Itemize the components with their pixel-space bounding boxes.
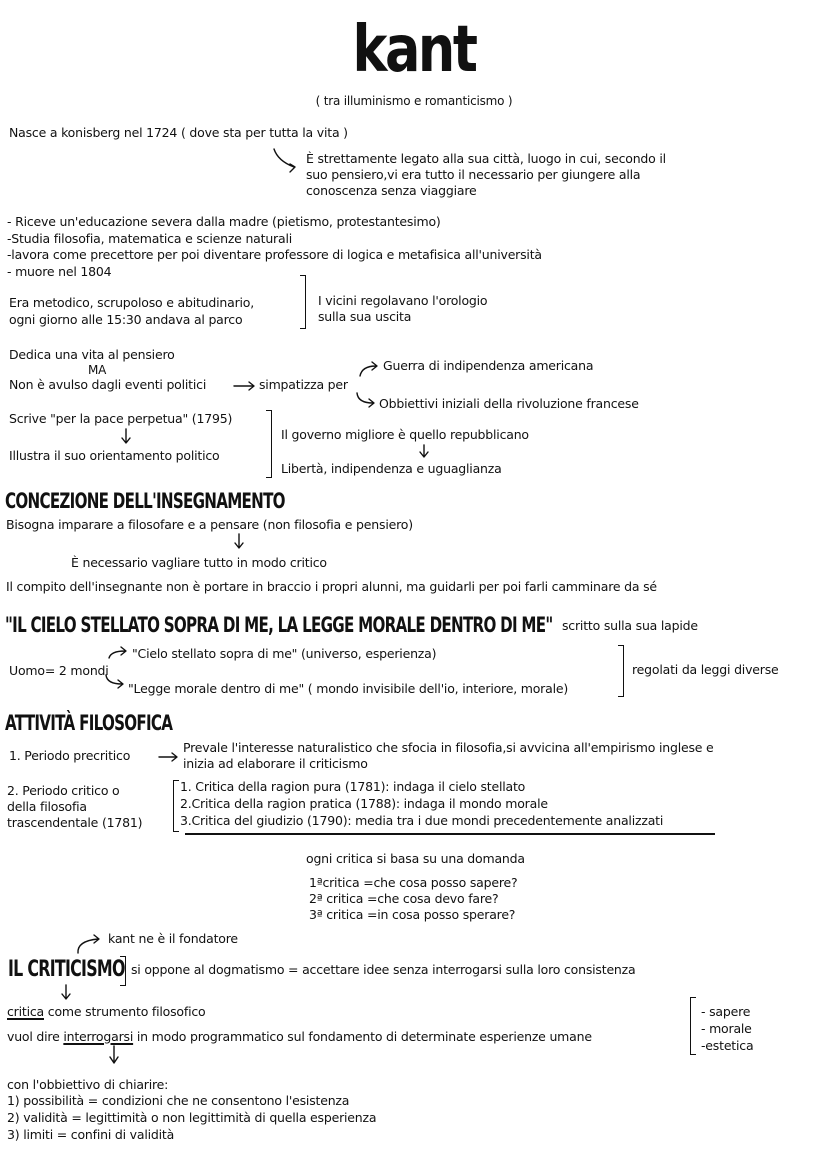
best-government: Il governo migliore è quello repubblicano (281, 427, 529, 442)
quote-note: scritto sulla sua lapide (562, 618, 698, 633)
section-heading-quote: "IL CIELO STELLATO SOPRA DI ME, LA LEGGE MORALE DENTRO DI ME" (5, 613, 553, 637)
curved-arrow-icon (272, 147, 302, 177)
man-two-worlds: Uomo= 2 mondi (9, 663, 109, 678)
teaching-line-1: Bisogna imparare a filosofare e a pensare (non filosofia e pensiero) (6, 517, 413, 532)
goal-intro: con l'obbiettivo di chiarire: (7, 1077, 169, 1092)
means-pre: vuol dire (7, 1029, 64, 1044)
arrow-down-icon (418, 444, 432, 460)
curved-arrow-down-icon (355, 392, 379, 410)
section-heading-activity: ATTIVITÀ FILOSOFICA (5, 711, 173, 735)
arrow-right-icon (233, 380, 257, 392)
teaching-line-2: È necessario vagliare tutto in modo critico (71, 555, 327, 570)
fact-1: - Riceve un'educazione severa dalla madre (pietismo, protestantesimo) (7, 214, 441, 229)
curved-arrow-down-icon (104, 674, 128, 692)
illustrates-orientation: Illustra il suo orientamento politico (9, 448, 220, 463)
period-1: 1. Periodo precritico (9, 748, 131, 763)
bracket (266, 410, 272, 478)
values: Libertà, indipendenza e uguaglianza (281, 461, 502, 476)
domain-1: - sapere (701, 1004, 751, 1019)
period-2-3: trascendentale (1781) (7, 815, 143, 830)
city-note-3: conoscenza senza viaggiare (306, 183, 477, 198)
habits-note-1: I vicini regolavano l'orologio (318, 293, 488, 308)
habits-2: ogni giorno alle 15:30 andava al parco (9, 312, 243, 327)
question-2: 2ª critica =che cosa devo fare? (309, 891, 499, 906)
bracket (300, 275, 306, 329)
interrogarsi-word: interrogarsi (63, 1029, 134, 1044)
arrow-down-icon (120, 428, 134, 446)
divider (185, 833, 715, 835)
habits-1: Era metodico, scrupoloso e abitudinario, (9, 295, 255, 310)
arrow-down-icon (233, 533, 247, 551)
fact-4: - muore nel 1804 (7, 264, 112, 279)
period-1-desc-1: Prevale l'interesse naturalistico che sfocia in filosofia,si avvicina all'empirismo inglese e (183, 740, 714, 755)
city-note-1: È strettamente legato alla sua città, luogo in cui, secondo il (306, 151, 666, 166)
curved-arrow-up-icon (358, 360, 382, 378)
domain-2: - morale (701, 1021, 752, 1036)
ma-label: MA (88, 363, 107, 377)
habits-note-2: sulla sua uscita (318, 309, 412, 324)
period-2-2: della filosofia (7, 799, 87, 814)
goal-1: 1) possibilità = condizioni che ne consentono l'esistenza (7, 1093, 350, 1108)
branch-american-war: Guerra di indipendenza americana (383, 358, 594, 373)
means-post: in modo programmatico sul fondamento di determinate esperienze umane (133, 1029, 592, 1044)
critica-word: critica (7, 1004, 44, 1019)
city-note-2: suo pensiero,vi era tutto il necessario per giungere alla (306, 167, 641, 182)
bracket (173, 780, 179, 832)
bracket (618, 645, 624, 697)
teaching-line-3: Il compito dell'insegnante non è portare in braccio i propri alunni, ma guidarli per poi farli camminare da sé (6, 579, 657, 594)
writes-peace: Scrive "per la pace perpetua" (1795) (9, 411, 233, 426)
not-detached: Non è avulso dagli eventi politici (9, 377, 207, 392)
world-2: "Legge morale dentro di me" ( mondo invisibile dell'io, interiore, morale) (128, 681, 569, 696)
question-1: 1ªcritica =che cosa posso sapere? (309, 875, 518, 890)
ruled-by-laws: regolati da leggi diverse (632, 662, 779, 677)
page-title: kant (352, 13, 476, 87)
fact-3: -lavora come precettore per poi diventare professore di logica e metafisica all'università (7, 247, 542, 262)
birth-line: Nasce a konisberg nel 1724 ( dove sta per tutta la vita ) (9, 125, 348, 140)
section-heading-criticism: IL CRITICISMO (8, 957, 125, 982)
period-2-1: 2. Periodo critico o (7, 783, 120, 798)
arrow-right-icon (158, 751, 180, 763)
subtitle: ( tra illuminismo e romanticismo ) (315, 94, 513, 108)
sympathizes: simpatizza per (259, 377, 348, 392)
section-heading-teaching: CONCEZIONE DELL'INSEGNAMENTO (5, 489, 285, 513)
arrow-down-icon (60, 984, 74, 1002)
bracket (690, 997, 696, 1055)
arrow-down-icon (108, 1045, 122, 1067)
critique-3: 3.Critica del giudizio (1790): media tra i due mondi precedentemente analizzati (180, 813, 664, 828)
branch-french-revolution: Obbiettivi iniziali della rivoluzione francese (379, 396, 639, 411)
dedication: Dedica una vita al pensiero (9, 347, 175, 362)
world-1: "Cielo stellato sopra di me" (universo, esperienza) (132, 646, 437, 661)
domain-3: -estetica (701, 1038, 754, 1053)
period-1-desc-2: inizia ad elaborare il criticismo (183, 756, 368, 771)
critique-1: 1. Critica della ragion pura (1781): indaga il cielo stellato (180, 779, 526, 794)
founder-note: kant ne è il fondatore (108, 931, 238, 946)
question-3: 3ª critica =in cosa posso sperare? (309, 907, 516, 922)
opposes-dogmatism: si oppone al dogmatismo = accettare idee senza interrogarsi sulla loro consistenza (131, 962, 636, 977)
bracket (120, 956, 126, 986)
tool-rest: come strumento filosofico (44, 1004, 206, 1019)
critique-tool (7, 1004, 205, 1020)
question-intro: ogni critica si basa su una domanda (306, 851, 525, 866)
critique-2: 2.Critica della ragion pratica (1788): indaga il mondo morale (180, 796, 548, 811)
goal-3: 3) limiti = confini di validità (7, 1127, 175, 1142)
fact-2: -Studia filosofia, matematica e scienze naturali (7, 231, 292, 246)
curved-arrow-up-icon (74, 933, 104, 955)
means-line (7, 1029, 592, 1045)
goal-2: 2) validità = legittimità o non legittimità di quella esperienza (7, 1110, 377, 1125)
curved-arrow-up-icon (107, 646, 131, 660)
